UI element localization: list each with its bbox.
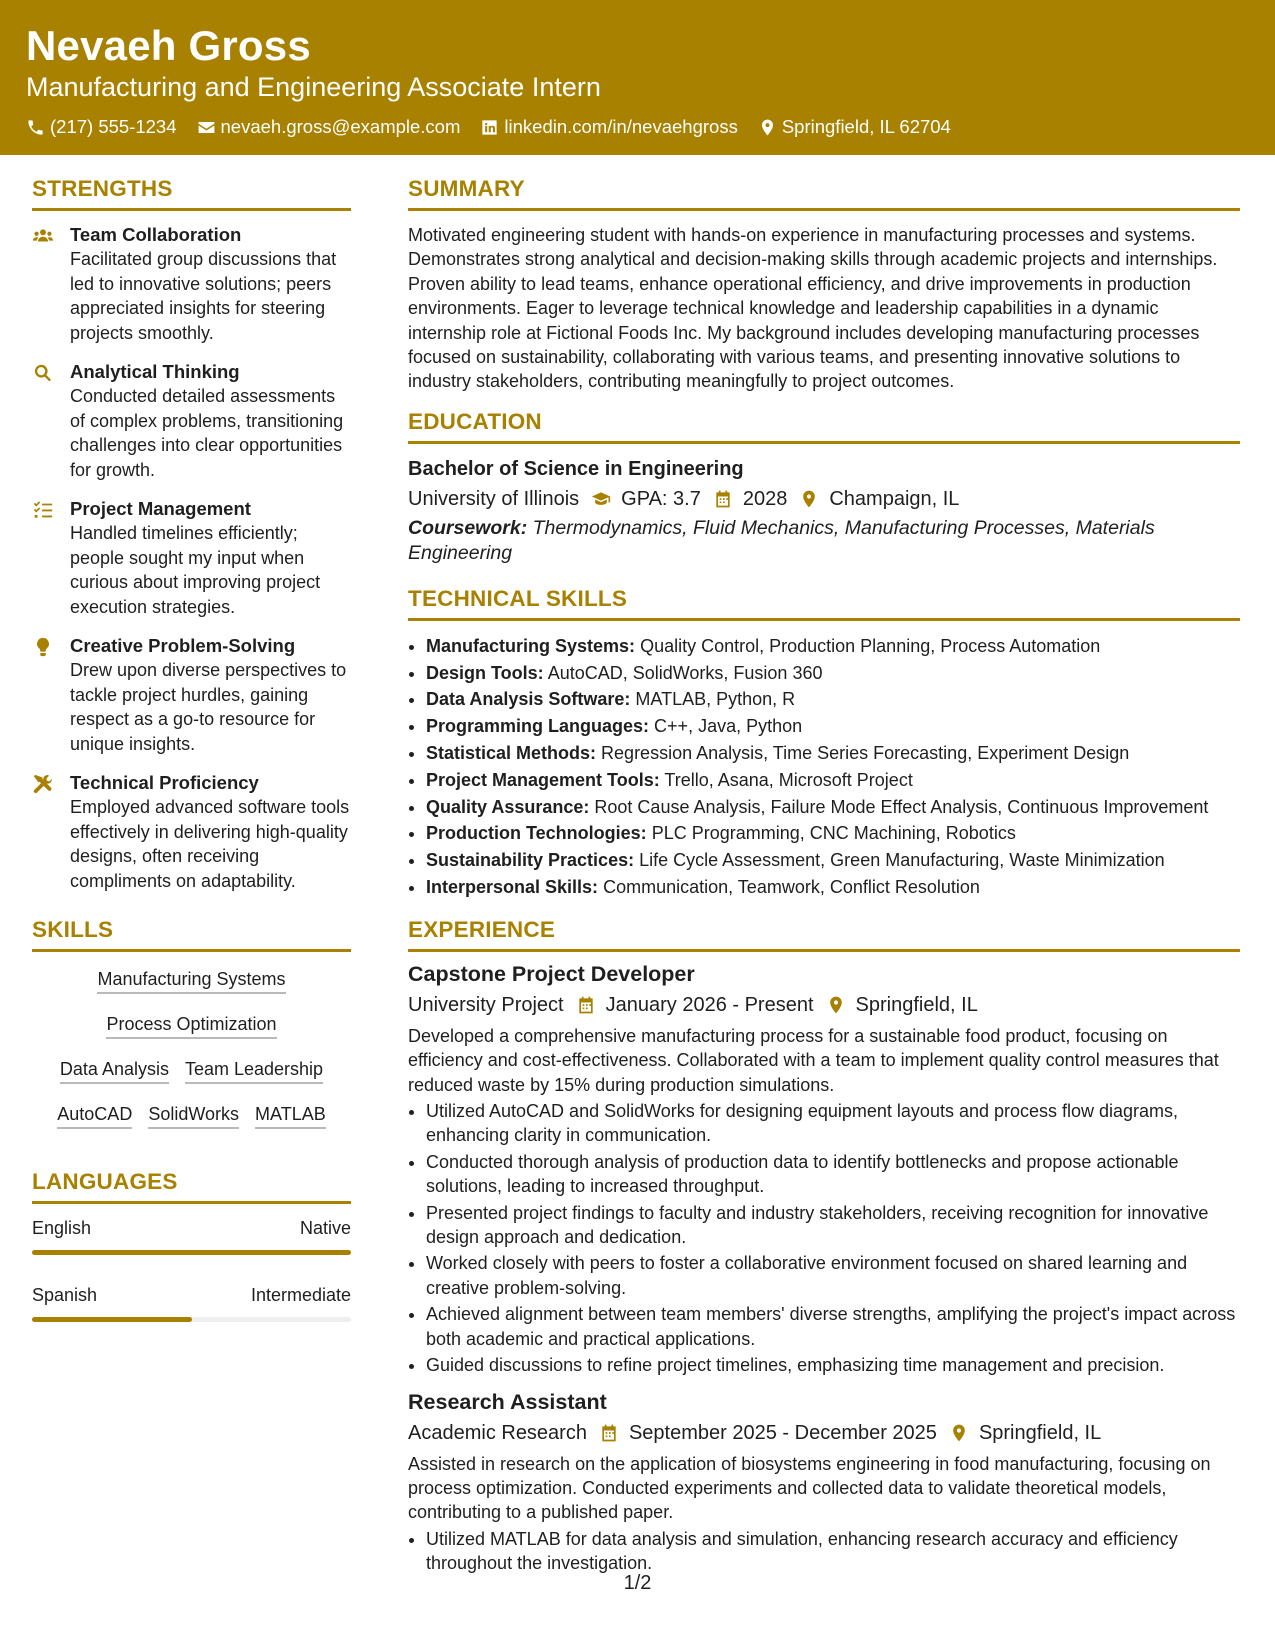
strengths-heading: STRENGTHS [32, 176, 351, 211]
skill-category: Quality Assurance: [426, 796, 590, 817]
education-gpa: GPA: 3.7 [621, 487, 701, 510]
skill-chip: AutoCAD [57, 1103, 132, 1129]
job-summary: Developed a comprehensive manufacturing process for a sustainable food product, focusing on efficiency and cost-effectiveness. Collaborated with a team to implement quality control measures that reduced waste by 15% during production simulations. [408, 1025, 1219, 1095]
skill-chip: Data Analysis [60, 1058, 169, 1084]
list-item [426, 820, 1240, 847]
users-icon [32, 225, 54, 247]
strength-item [32, 223, 351, 345]
list-item: • Worked closely with peers to foster a collaborative environment focused on shared learning and creative problem-solving. [426, 1251, 1240, 1300]
skill-values: PLC Programming, CNC Machining, Robotics [651, 823, 1016, 844]
job-summary: Assisted in research on the application of biosystems engineering in food manufacturing, focusing on process optimization. Conducted experiments and collected data to validate theoretical models, contributing to a published paper. [408, 1453, 1211, 1523]
experience-heading: EXPERIENCE [408, 917, 1240, 952]
job-location: Springfield, IL [978, 1421, 1102, 1444]
contact-email[interactable] [197, 116, 461, 138]
coursework-list: Thermodynamics, Fluid Mechanics, Manufacturing Processes, Materials Engineering [408, 516, 1155, 564]
skill-category: Design Tools: [426, 662, 544, 683]
contact-location [758, 116, 951, 138]
page-number: 1/2 [623, 1572, 652, 1594]
skill-values: Communication, Teamwork, Conflict Resolution [603, 877, 980, 898]
skill-category: Sustainability Practices: [426, 850, 635, 871]
skill-category: Project Management Tools: [426, 769, 660, 790]
map-pin-icon [758, 118, 777, 137]
contact-linkedin-text: linkedin.com/in/nevaehgross [504, 116, 738, 137]
education-degree: Bachelor of Science in Engineering [408, 457, 744, 480]
education-coursework [408, 516, 1240, 566]
language-row [32, 1216, 351, 1240]
job-bullets [408, 1099, 1240, 1377]
list-item [426, 794, 1240, 821]
language-proficiency-fill [32, 1317, 192, 1322]
languages-heading: LANGUAGES [32, 1169, 351, 1204]
job-dates: September 2025 - December 2025 [628, 1421, 937, 1444]
skill-values: AutoCAD, SolidWorks, Fusion 360 [547, 662, 823, 683]
skills-list [32, 964, 351, 1129]
skill-category: Interpersonal Skills: [426, 877, 599, 898]
skill-chip: Process Optimization [106, 1013, 276, 1039]
calendar-icon [576, 995, 596, 1015]
contact-location-text: Springfield, IL 62704 [781, 116, 951, 137]
calendar-icon [599, 1423, 619, 1443]
job-organization: Academic Research [408, 1421, 587, 1444]
map-pin-icon [949, 1423, 969, 1443]
job-dates: January 2026 - Present [605, 993, 814, 1016]
technical-skills-heading: TECHNICAL SKILLS [408, 586, 1240, 621]
language-name: English [32, 1218, 92, 1238]
skill-chip: Team Leadership [185, 1058, 323, 1084]
skill-category: Data Analysis Software: [426, 689, 631, 710]
education-year: 2028 [742, 487, 788, 510]
list-item: • Achieved alignment between team members' diverse strengths, amplifying the project's impact across both academic and practical applications. [426, 1302, 1240, 1351]
skill-values: Life Cycle Assessment, Green Manufacturing, Waste Minimization [639, 850, 1165, 871]
skill-category: Production Technologies: [426, 823, 647, 844]
list-item [426, 713, 1240, 740]
strength-description: Conducted detailed assessments of complex problems, transitioning challenges into clear opportunities for growth. [70, 386, 344, 480]
tools-icon [32, 773, 54, 795]
list-item: • Presented project findings to faculty and industry stakeholders, receiving recognition for innovative design approach and dedication. [426, 1201, 1240, 1250]
experience-entry [408, 1388, 1240, 1576]
strength-title: Creative Problem-Solving [70, 635, 296, 656]
education-school: University of Illinois [408, 487, 580, 510]
linkedin-icon [480, 118, 499, 137]
contact-phone[interactable] [26, 116, 177, 138]
skill-values: MATLAB, Python, R [635, 689, 796, 710]
language-name: Spanish [32, 1285, 98, 1305]
language-proficiency-bar [32, 1250, 351, 1255]
skill-category: Manufacturing Systems: [426, 635, 636, 656]
education-location: Champaign, IL [829, 487, 960, 510]
strength-description: Handled timelines efficiently; people sought my input when curious about improving project execution strategies. [70, 523, 321, 617]
list-item [426, 660, 1240, 687]
list-item [426, 847, 1240, 874]
skill-values: Quality Control, Production Planning, Process Automation [640, 635, 1101, 656]
education-meta [408, 484, 1240, 514]
calendar-icon [713, 489, 733, 509]
list-item [426, 740, 1240, 767]
strength-item [32, 771, 351, 893]
technical-skills-list [408, 633, 1240, 901]
strength-item [32, 497, 351, 619]
skill-category: Programming Languages: [426, 716, 650, 737]
language-level: Intermediate [250, 1285, 351, 1305]
skill-chip: MATLAB [255, 1103, 326, 1129]
lightbulb-icon [32, 636, 54, 658]
skill-values: C++, Java, Python [654, 716, 803, 737]
education-heading: EDUCATION [408, 409, 1240, 444]
skill-chip: SolidWorks [148, 1103, 239, 1129]
strength-description: Facilitated group discussions that led to innovative solutions; peers appreciated insights for steering projects smoothly. [70, 249, 337, 343]
list-item: • Utilized MATLAB for data analysis and simulation, enhancing research accuracy and efficiency throughout the investigation. [426, 1527, 1240, 1576]
job-organization: University Project [408, 993, 564, 1016]
job-title: Research Assistant [408, 1389, 607, 1414]
skill-values: Root Cause Analysis, Failure Mode Effect Analysis, Continuous Improvement [594, 796, 1209, 817]
strength-title: Project Management [70, 498, 251, 519]
strength-item [32, 360, 351, 482]
skills-heading: SKILLS [32, 917, 351, 952]
job-bullets [408, 1527, 1240, 1576]
summary-heading: SUMMARY [408, 176, 1240, 211]
strength-description: Employed advanced software tools effectively in delivering high-quality designs, often receiving compliments on adaptability. [70, 797, 350, 891]
skill-category: Statistical Methods: [426, 743, 597, 764]
contact-linkedin[interactable] [480, 116, 737, 138]
strength-description: Drew upon diverse perspectives to tackle project hurdles, gaining respect as a go-to resource for unique insights. [70, 660, 347, 754]
strength-title: Team Collaboration [70, 224, 242, 245]
candidate-name: Nevaeh Gross [26, 22, 311, 69]
list-item: • Guided discussions to refine project timelines, emphasizing time management and precision. [426, 1353, 1240, 1377]
list-item [426, 633, 1240, 660]
task-list-icon [32, 499, 54, 521]
left-column [32, 176, 351, 1350]
skill-values: Trello, Asana, Microsoft Project [664, 769, 913, 790]
list-item [426, 767, 1240, 794]
languages-list [32, 1216, 351, 1322]
right-column [408, 176, 1240, 1578]
envelope-icon [197, 118, 216, 137]
contact-email-text: nevaeh.gross@example.com [220, 116, 461, 137]
list-item: • Utilized AutoCAD and SolidWorks for designing equipment layouts and process flow diagrams, enhancing clarity in communication. [426, 1099, 1240, 1148]
list-item [426, 874, 1240, 901]
summary-text: Motivated engineering student with hands-on experience in manufacturing processes and systems. Demonstrates strong analytical and decision-making skills through academic projects and internships. Proven ability to lead teams, enhance operational efficiency, and drive improvements in production environments. Eager to leverage technical knowledge and leadership capabilities in a dynamic internship role at Fictional Foods Inc. My background includes developing manufacturing processes focused on sustainability, collaborating with various teams, and presenting innovative solutions to industry stakeholders, contributing meaningfully to project outcomes. [408, 225, 1218, 392]
list-item [426, 686, 1240, 713]
search-icon [32, 362, 54, 384]
contact-phone-text: (217) 555-1234 [50, 116, 177, 137]
phone-icon [26, 118, 45, 137]
contact-bar [26, 116, 951, 138]
coursework-label: Coursework: [408, 516, 528, 539]
candidate-title: Manufacturing and Engineering Associate Intern [26, 72, 601, 102]
strength-title: Analytical Thinking [70, 361, 240, 382]
language-proficiency-fill [32, 1250, 351, 1255]
language-proficiency-bar [32, 1317, 351, 1322]
skill-values: Regression Analysis, Time Series Forecasting, Experiment Design [601, 743, 1130, 764]
language-level: Native [299, 1218, 351, 1238]
job-location: Springfield, IL [855, 993, 978, 1016]
resume-header [0, 0, 1275, 155]
strength-title: Technical Proficiency [70, 772, 259, 793]
job-title: Capstone Project Developer [408, 961, 695, 986]
map-pin-icon [799, 489, 819, 509]
list-item: • Conducted thorough analysis of production data to identify bottlenecks and propose actionable solutions, leading to increased throughput. [426, 1150, 1240, 1199]
job-meta [408, 990, 1240, 1020]
graduation-cap-icon [591, 489, 611, 509]
map-pin-icon [826, 995, 846, 1015]
language-row [32, 1283, 351, 1307]
strength-item [32, 634, 351, 756]
job-meta [408, 1418, 1240, 1448]
experience-entry [408, 960, 1240, 1378]
skill-chip: Manufacturing Systems [97, 968, 285, 994]
